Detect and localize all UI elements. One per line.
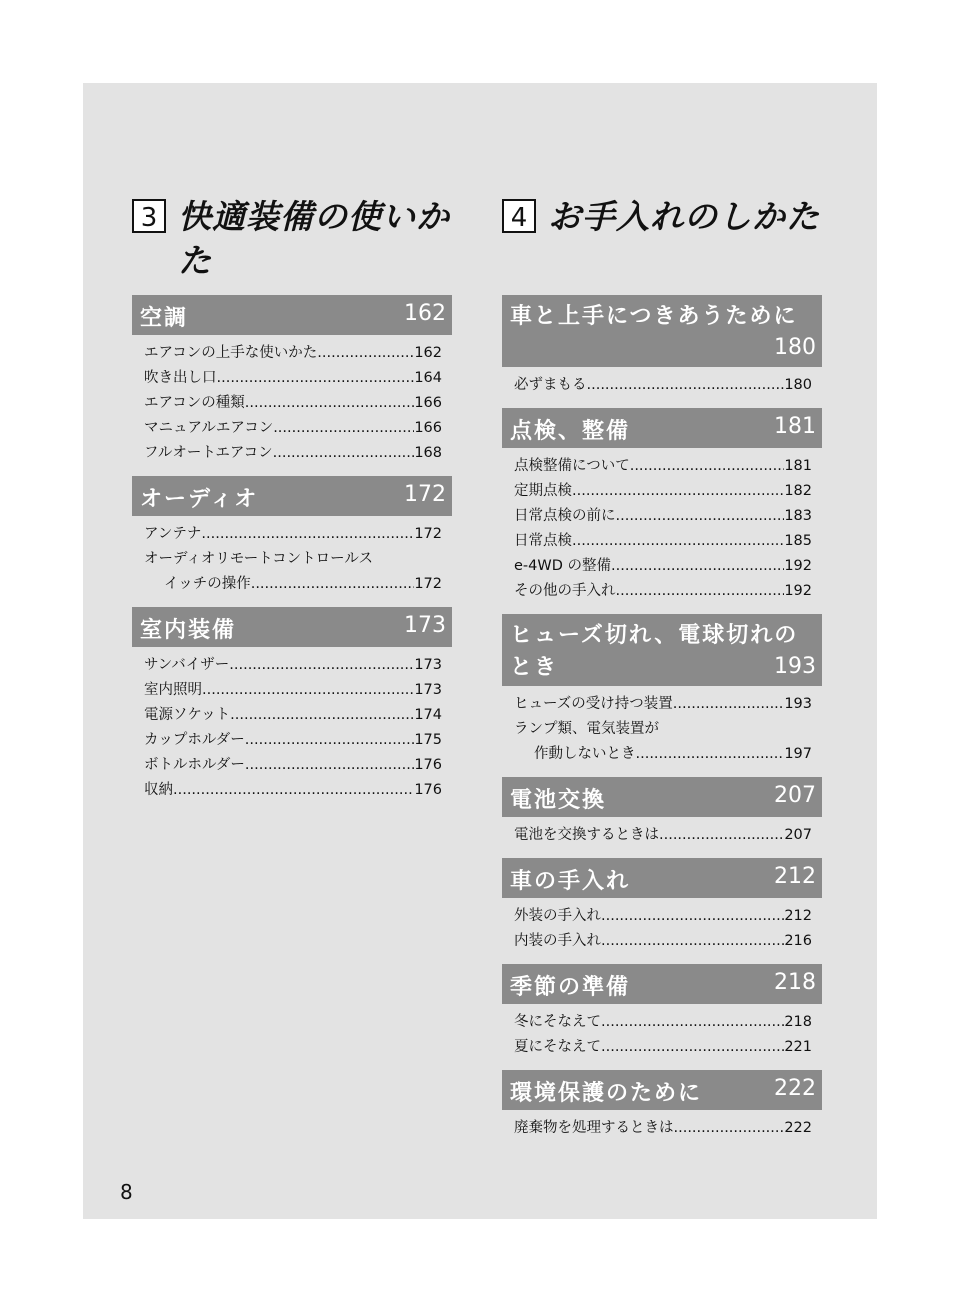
toc-entry[interactable]	[514, 742, 812, 767]
entry-page: 185	[784, 533, 812, 549]
section-title: 空調	[140, 306, 189, 331]
section-audio	[132, 476, 452, 607]
section-title: 環境保護のために	[510, 1081, 703, 1106]
chapter-number: 4	[502, 199, 536, 233]
toc-entry[interactable]	[144, 678, 442, 703]
toc-entry[interactable]	[514, 579, 812, 604]
section-environment	[502, 1070, 822, 1151]
entry-page: 175	[414, 732, 442, 748]
entry-page: 164	[414, 370, 442, 386]
entry-text: 作動しないとき	[534, 746, 636, 762]
section-car-care	[502, 295, 822, 408]
entry-text: 電池を交換するときは	[514, 827, 659, 843]
section-interior	[132, 607, 452, 813]
section-bar[interactable]	[502, 295, 822, 367]
entry-text: アンテナ	[144, 526, 202, 542]
entry-text: 日常点検の前に	[514, 508, 616, 524]
section-page: 212	[774, 864, 816, 889]
entry-text: エアコンの上手な使いかた	[144, 345, 318, 361]
entry-text: 内装の手入れ	[514, 933, 601, 949]
entry-text: フルオートエアコン	[144, 445, 273, 461]
toc-entry[interactable]	[514, 1116, 812, 1141]
entry-text: ボトルホルダー	[144, 757, 245, 773]
section-title: 車の手入れ	[510, 869, 631, 894]
entry-text: サンバイザー	[144, 657, 230, 673]
section-title: 季節の準備	[510, 975, 631, 1000]
entry-text: その他の手入れ	[514, 583, 616, 599]
toc-entry[interactable]	[514, 929, 812, 954]
section-car-cleaning	[502, 858, 822, 964]
entry-text: 冬にそなえて	[514, 1014, 601, 1030]
entry-page: 182	[784, 483, 812, 499]
toc-entry[interactable]	[514, 1035, 812, 1060]
chapter-number: 3	[132, 199, 166, 233]
toc-entry[interactable]	[144, 728, 442, 753]
toc-entry[interactable]	[514, 1010, 812, 1035]
section-title: ヒューズ切れ、電球切れのとき	[510, 623, 799, 680]
entry-page: 181	[784, 458, 812, 474]
section-page: 218	[774, 970, 816, 995]
entry-page: 176	[414, 782, 442, 798]
entry-page: 222	[784, 1120, 812, 1136]
section-bar[interactable]	[502, 614, 822, 686]
toc-entry[interactable]	[144, 341, 442, 366]
toc-entry[interactable]	[514, 717, 812, 742]
toc-entry[interactable]	[144, 703, 442, 728]
entry-text: 室内照明	[144, 682, 202, 698]
entry-page: 197	[784, 746, 812, 762]
chapter-4-column	[502, 195, 822, 1151]
toc-entry[interactable]	[514, 479, 812, 504]
section-title: 室内装備	[140, 618, 237, 643]
entry-page: 173	[414, 657, 442, 673]
section-fuses-bulbs	[502, 614, 822, 777]
toc-entry[interactable]	[144, 778, 442, 803]
entry-text: 外装の手入れ	[514, 908, 601, 924]
entry-page: 180	[784, 377, 812, 393]
entry-text: e-4WD の整備	[514, 558, 611, 574]
section-title: 車と上手につきあうために	[510, 304, 798, 329]
entry-page: 183	[784, 508, 812, 524]
entry-page: 174	[414, 707, 442, 723]
chapter-title: お手入れのしかた	[548, 197, 820, 236]
section-title: 電池交換	[510, 788, 607, 813]
entry-page: 218	[784, 1014, 812, 1030]
toc-entry[interactable]	[144, 416, 442, 441]
entry-page: 192	[784, 558, 812, 574]
entry-page: 168	[414, 445, 442, 461]
toc-entry[interactable]	[514, 554, 812, 579]
section-page: 173	[404, 613, 446, 638]
section-bar[interactable]	[502, 408, 822, 448]
entry-text: 定期点検	[514, 483, 572, 499]
entry-page: 172	[414, 526, 442, 542]
section-title: 点検、整備	[510, 419, 631, 444]
page-number: 8	[120, 1180, 133, 1204]
toc-entry[interactable]	[144, 753, 442, 778]
toc-entry[interactable]	[514, 904, 812, 929]
toc-entry[interactable]	[144, 547, 442, 572]
section-inspection	[502, 408, 822, 614]
section-page: 172	[404, 482, 446, 507]
entry-text: イッチの操作	[164, 576, 251, 592]
toc-entry[interactable]	[144, 366, 442, 391]
section-air-conditioning	[132, 295, 452, 476]
entry-page: 212	[784, 908, 812, 924]
section-bar[interactable]	[132, 476, 452, 516]
toc-entry[interactable]	[514, 454, 812, 479]
toc-entry[interactable]	[514, 504, 812, 529]
entry-text: 必ずまもる	[514, 377, 587, 393]
section-page: 207	[774, 783, 816, 808]
toc-entry[interactable]	[144, 441, 442, 466]
entry-page: 162	[414, 345, 442, 361]
toc-entry[interactable]	[514, 373, 812, 398]
section-battery	[502, 777, 822, 858]
entry-page: 173	[414, 682, 442, 698]
entry-text: 点検整備について	[514, 458, 630, 474]
section-bar[interactable]	[502, 964, 822, 1004]
entry-text: マニュアルエアコン	[144, 420, 274, 436]
toc-entry[interactable]	[144, 653, 442, 678]
entry-text: 日常点検	[514, 533, 572, 549]
entry-text: オーディオリモートコントロールス	[144, 551, 373, 567]
entry-text: 収納	[144, 782, 173, 798]
entry-text: エアコンの種類	[144, 395, 245, 411]
chapter-title: 快適装備の使いかた	[178, 197, 450, 280]
chapter-header	[132, 195, 452, 295]
entry-page: 216	[784, 933, 812, 949]
section-page: 222	[774, 1076, 816, 1101]
entry-text: 吹き出し口	[144, 370, 217, 386]
entry-page: 192	[784, 583, 812, 599]
toc-entry[interactable]	[514, 692, 812, 717]
section-bar[interactable]	[502, 1070, 822, 1110]
section-bar[interactable]	[502, 858, 822, 898]
section-bar[interactable]	[132, 295, 452, 335]
section-bar[interactable]	[132, 607, 452, 647]
entry-page: 172	[414, 576, 442, 592]
entry-page: 193	[784, 696, 812, 712]
chapter-header	[502, 195, 822, 295]
section-page: 162	[404, 301, 446, 326]
section-seasonal	[502, 964, 822, 1070]
toc-entry[interactable]	[514, 823, 812, 848]
chapter-3-column	[132, 195, 452, 813]
entry-text: 廃棄物を処理するときは	[514, 1120, 674, 1136]
entry-text: ランプ類、電気装置が	[514, 721, 659, 737]
entry-text: 電源ソケット	[144, 707, 231, 723]
toc-entry[interactable]	[144, 522, 442, 547]
entry-page: 166	[414, 395, 442, 411]
toc-entry[interactable]	[144, 572, 442, 597]
section-page: 181	[774, 414, 816, 439]
entry-text: カップホルダー	[144, 732, 245, 748]
entry-text: ヒューズの受け持つ装置	[514, 696, 673, 712]
section-bar[interactable]	[502, 777, 822, 817]
section-page: 193	[774, 654, 816, 679]
entry-page: 221	[784, 1039, 812, 1055]
entry-page: 207	[784, 827, 812, 843]
entry-text: 夏にそなえて	[514, 1039, 601, 1055]
toc-entry[interactable]	[144, 391, 442, 416]
toc-entry[interactable]	[514, 529, 812, 554]
section-page: 180	[774, 335, 816, 360]
section-title: オーディオ	[140, 487, 259, 512]
entry-page: 176	[414, 757, 442, 773]
entry-page: 166	[414, 420, 442, 436]
